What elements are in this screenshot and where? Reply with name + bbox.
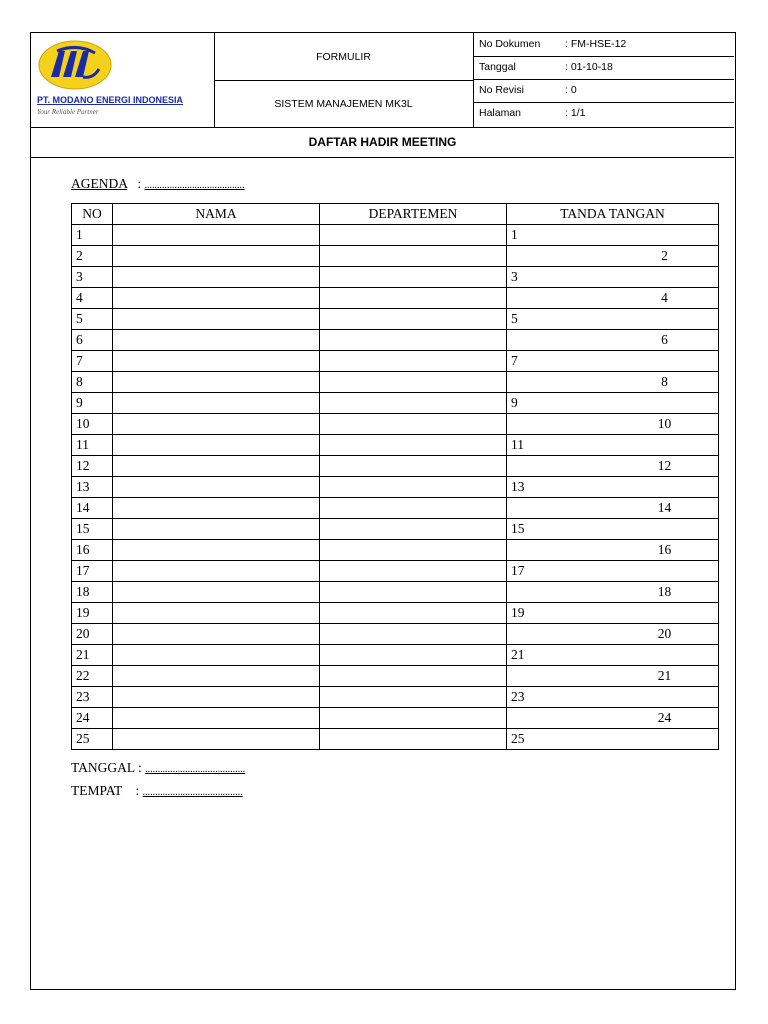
signature-number: 21 [657, 668, 672, 683]
cell-department[interactable] [320, 540, 507, 561]
cell-signature[interactable] [507, 435, 719, 456]
signature-number: 16 [657, 542, 672, 557]
table-row [72, 729, 719, 750]
table-row [72, 645, 719, 666]
cell-signature[interactable] [507, 309, 719, 330]
cell-signature[interactable] [507, 582, 719, 603]
signature-number: 5 [511, 311, 518, 326]
signature-number: 20 [657, 626, 672, 641]
cell-signature[interactable] [507, 456, 719, 477]
cell-department[interactable] [320, 456, 507, 477]
cell-name[interactable] [113, 624, 320, 645]
cell-no: 1 [72, 225, 113, 246]
cell-name[interactable] [113, 414, 320, 435]
cell-department[interactable] [320, 498, 507, 519]
cell-signature[interactable] [507, 561, 719, 582]
date-field[interactable]: ........................................ [145, 764, 246, 775]
cell-name[interactable] [113, 372, 320, 393]
cell-department[interactable] [320, 708, 507, 729]
signature-number: 10 [657, 416, 672, 431]
cell-name[interactable] [113, 498, 320, 519]
cell-no: 18 [72, 582, 113, 603]
info-value: : 01-10-18 [565, 61, 613, 73]
management-system: SISTEM MANAJEMEN MK3L [274, 97, 413, 110]
table-row [72, 372, 719, 393]
cell-no: 23 [72, 687, 113, 708]
cell-no: 15 [72, 519, 113, 540]
cell-name[interactable] [113, 582, 320, 603]
signature-number: 17 [511, 563, 525, 578]
cell-department[interactable] [320, 267, 507, 288]
cell-signature[interactable] [507, 666, 719, 687]
cell-no: 20 [72, 624, 113, 645]
cell-department[interactable] [320, 561, 507, 582]
table-row [72, 309, 719, 330]
table-row [72, 246, 719, 267]
table-header-row [72, 204, 719, 225]
cell-department[interactable] [320, 288, 507, 309]
cell-name[interactable] [113, 330, 320, 351]
cell-no: 22 [72, 666, 113, 687]
table-row [72, 582, 719, 603]
cell-name[interactable] [113, 561, 320, 582]
cell-no: 11 [72, 435, 113, 456]
table-row [72, 267, 719, 288]
signature-number: 14 [657, 500, 672, 515]
signature-number: 18 [657, 584, 672, 599]
cell-signature[interactable] [507, 687, 719, 708]
table-row [72, 435, 719, 456]
signature-number: 12 [657, 458, 672, 473]
cell-department[interactable] [320, 603, 507, 624]
table-row [72, 603, 719, 624]
place-label: TEMPAT : [71, 783, 143, 798]
table-row [72, 624, 719, 645]
place-line [71, 783, 243, 799]
signature-number: 9 [511, 395, 518, 410]
cell-name[interactable] [113, 708, 320, 729]
table-row [72, 225, 719, 246]
col-header-department: DEPARTEMEN [320, 204, 507, 225]
table-row [72, 708, 719, 729]
cell-department[interactable] [320, 393, 507, 414]
cell-signature[interactable] [507, 624, 719, 645]
signature-number: 21 [511, 647, 525, 662]
cell-name[interactable] [113, 393, 320, 414]
info-label: No Dokumen [479, 38, 541, 50]
cell-department[interactable] [320, 645, 507, 666]
cell-no: 7 [72, 351, 113, 372]
cell-name[interactable] [113, 435, 320, 456]
cell-no: 24 [72, 708, 113, 729]
signature-number: 7 [511, 353, 518, 368]
cell-no: 10 [72, 414, 113, 435]
cell-department[interactable] [320, 477, 507, 498]
cell-name[interactable] [113, 225, 320, 246]
table-row [72, 519, 719, 540]
signature-number: 24 [657, 710, 672, 725]
signature-number: 8 [661, 374, 668, 389]
info-value: : FM-HSE-12 [565, 38, 627, 50]
cell-no: 4 [72, 288, 113, 309]
cell-department[interactable] [320, 666, 507, 687]
info-label: Tanggal [479, 61, 516, 73]
agenda-label: AGENDA [71, 176, 128, 191]
cell-name[interactable] [113, 687, 320, 708]
cell-signature[interactable] [507, 603, 719, 624]
signature-number: 13 [511, 479, 525, 494]
document-info [473, 33, 734, 127]
form-type: FORMULIR [214, 33, 473, 81]
form-title: DAFTAR HADIR MEETING [31, 127, 734, 158]
col-header-no: NO [72, 204, 113, 225]
info-value: : 0 [565, 84, 577, 96]
cell-signature[interactable] [507, 498, 719, 519]
cell-signature[interactable] [507, 519, 719, 540]
form-header [31, 33, 734, 128]
cell-department[interactable] [320, 414, 507, 435]
table-row [72, 456, 719, 477]
table-row [72, 330, 719, 351]
table-row [72, 393, 719, 414]
signature-number: 6 [661, 332, 668, 347]
cell-name[interactable] [113, 477, 320, 498]
form-page [30, 32, 736, 990]
cell-signature[interactable] [507, 330, 719, 351]
cell-signature[interactable] [507, 393, 719, 414]
cell-department[interactable] [320, 225, 507, 246]
cell-signature[interactable] [507, 729, 719, 750]
date-line [71, 760, 245, 776]
signature-number: 23 [511, 689, 525, 704]
cell-department[interactable] [320, 519, 507, 540]
cell-no: 5 [72, 309, 113, 330]
cell-department[interactable] [320, 330, 507, 351]
cell-no: 12 [72, 456, 113, 477]
cell-no: 2 [72, 246, 113, 267]
info-label: Halaman [479, 107, 522, 119]
cell-name[interactable] [113, 603, 320, 624]
cell-no: 21 [72, 645, 113, 666]
cell-signature[interactable] [507, 708, 719, 729]
signature-number: 25 [511, 731, 525, 746]
cell-no: 3 [72, 267, 113, 288]
cell-signature[interactable] [507, 267, 719, 288]
cell-signature[interactable] [507, 351, 719, 372]
agenda-field[interactable]: ........................................ [144, 180, 245, 191]
cell-no: 25 [72, 729, 113, 750]
cell-department[interactable] [320, 582, 507, 603]
agenda-separator: : [127, 176, 145, 191]
logo-block [31, 33, 215, 127]
signature-number: 3 [511, 269, 518, 284]
cell-department[interactable] [320, 246, 507, 267]
agenda-line [71, 176, 245, 192]
info-row-date [473, 56, 734, 80]
form-type-block [214, 33, 474, 127]
cell-name[interactable] [113, 309, 320, 330]
cell-department[interactable] [320, 729, 507, 750]
table-row [72, 498, 719, 519]
cell-signature[interactable] [507, 645, 719, 666]
cell-no: 8 [72, 372, 113, 393]
date-label: TANGGAL : [71, 760, 146, 775]
cell-department[interactable] [320, 435, 507, 456]
cell-department[interactable] [320, 309, 507, 330]
signature-number: 1 [511, 227, 518, 242]
cell-signature[interactable] [507, 225, 719, 246]
table-row [72, 414, 719, 435]
cell-signature[interactable] [507, 288, 719, 309]
col-header-signature: TANDA TANGAN [507, 204, 719, 225]
cell-name[interactable] [113, 456, 320, 477]
info-row-revision [473, 79, 734, 103]
cell-no: 19 [72, 603, 113, 624]
signature-number: 15 [511, 521, 525, 536]
table-row [72, 561, 719, 582]
cell-name[interactable] [113, 267, 320, 288]
cell-department[interactable] [320, 624, 507, 645]
cell-signature[interactable] [507, 372, 719, 393]
table-row [72, 477, 719, 498]
cell-signature[interactable] [507, 540, 719, 561]
signature-number: 2 [661, 248, 668, 263]
col-header-name: NAMA [113, 204, 320, 225]
cell-signature[interactable] [507, 414, 719, 435]
cell-name[interactable] [113, 288, 320, 309]
company-logo-icon [37, 39, 113, 91]
info-value: : 1/1 [565, 107, 586, 119]
cell-name[interactable] [113, 540, 320, 561]
company-name: PT. MODANO ENERGI INDONESIA [37, 95, 184, 105]
table-row [72, 687, 719, 708]
cell-department[interactable] [320, 372, 507, 393]
cell-name[interactable] [113, 666, 320, 687]
cell-no: 9 [72, 393, 113, 414]
cell-no: 14 [72, 498, 113, 519]
cell-name[interactable] [113, 729, 320, 750]
table-row [72, 351, 719, 372]
cell-name[interactable] [113, 246, 320, 267]
cell-no: 17 [72, 561, 113, 582]
cell-no: 16 [72, 540, 113, 561]
info-label: No Revisi [479, 84, 524, 96]
table-row [72, 288, 719, 309]
cell-no: 6 [72, 330, 113, 351]
cell-no: 13 [72, 477, 113, 498]
attendance-table [71, 203, 719, 750]
cell-signature[interactable] [507, 477, 719, 498]
cell-signature[interactable] [507, 246, 719, 267]
company-tagline: Your Reliable Partner [37, 108, 99, 116]
cell-name[interactable] [113, 519, 320, 540]
cell-department[interactable] [320, 351, 507, 372]
signature-number: 19 [511, 605, 525, 620]
place-field[interactable]: ........................................ [142, 787, 243, 798]
cell-department[interactable] [320, 687, 507, 708]
info-row-page [473, 102, 734, 125]
cell-name[interactable] [113, 351, 320, 372]
signature-number: 4 [661, 290, 668, 305]
table-row [72, 540, 719, 561]
cell-name[interactable] [113, 645, 320, 666]
table-row [72, 666, 719, 687]
info-row-doc-number [473, 33, 734, 57]
signature-number: 11 [511, 437, 524, 452]
